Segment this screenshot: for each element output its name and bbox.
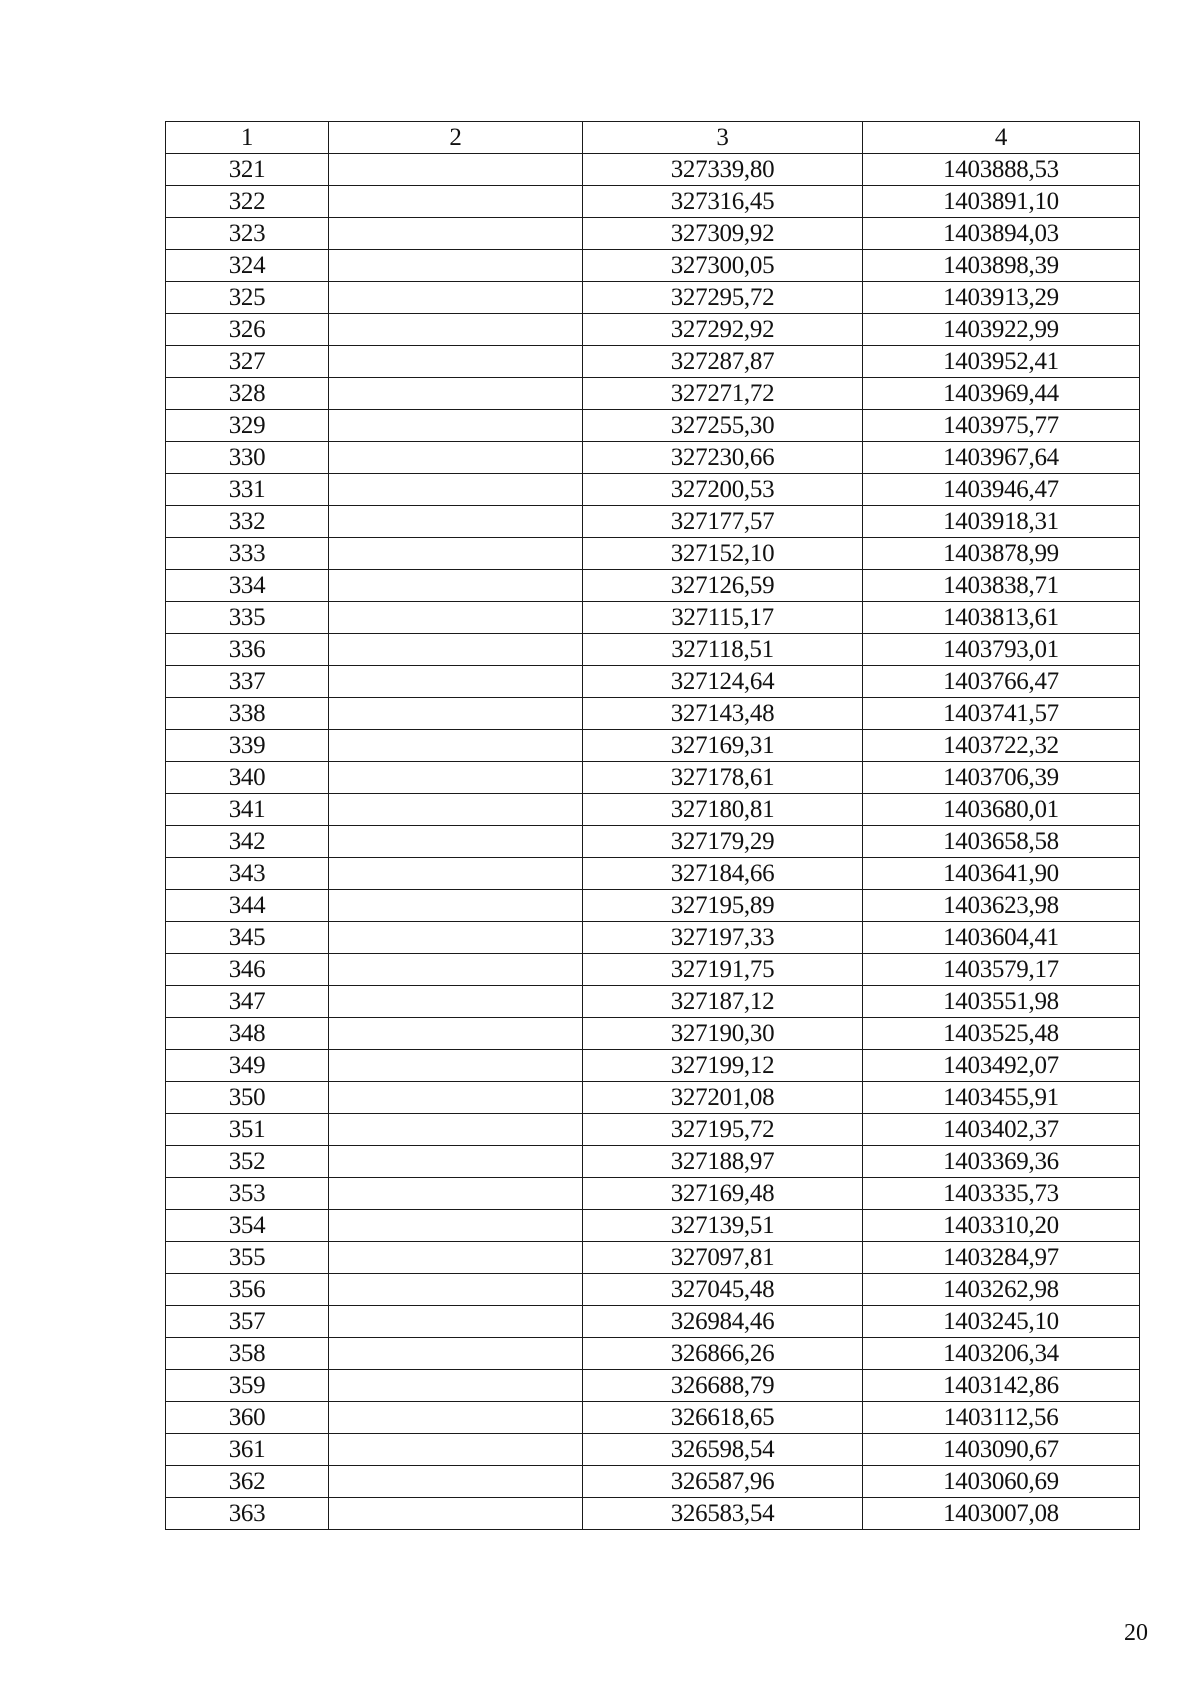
table-row [166, 570, 1140, 602]
y-coordinate-cell: 1403284,97 [863, 1242, 1140, 1274]
coordinates-table [165, 121, 1140, 1530]
description-cell [329, 154, 583, 186]
column-header-2: 2 [329, 122, 583, 154]
point-number-cell: 363 [166, 1498, 329, 1530]
table-row [166, 826, 1140, 858]
description-cell [329, 730, 583, 762]
table-header-row [166, 122, 1140, 154]
x-coordinate-cell: 327143,48 [583, 698, 863, 730]
point-number-cell: 324 [166, 250, 329, 282]
y-coordinate-cell: 1403969,44 [863, 378, 1140, 410]
x-coordinate-cell: 327316,45 [583, 186, 863, 218]
y-coordinate-cell: 1403722,32 [863, 730, 1140, 762]
point-number-cell: 331 [166, 474, 329, 506]
description-cell [329, 666, 583, 698]
description-cell [329, 922, 583, 954]
description-cell [329, 986, 583, 1018]
point-number-cell: 325 [166, 282, 329, 314]
table-row [166, 410, 1140, 442]
table-row [166, 986, 1140, 1018]
description-cell [329, 602, 583, 634]
point-number-cell: 344 [166, 890, 329, 922]
x-coordinate-cell: 327180,81 [583, 794, 863, 826]
point-number-cell: 347 [166, 986, 329, 1018]
x-coordinate-cell: 326587,96 [583, 1466, 863, 1498]
point-number-cell: 360 [166, 1402, 329, 1434]
point-number-cell: 356 [166, 1274, 329, 1306]
point-number-cell: 362 [166, 1466, 329, 1498]
table-row [166, 1178, 1140, 1210]
page-number: 20 [1124, 1620, 1148, 1646]
y-coordinate-cell: 1403766,47 [863, 666, 1140, 698]
point-number-cell: 361 [166, 1434, 329, 1466]
table-row [166, 698, 1140, 730]
point-number-cell: 358 [166, 1338, 329, 1370]
x-coordinate-cell: 327045,48 [583, 1274, 863, 1306]
table-row [166, 506, 1140, 538]
x-coordinate-cell: 327152,10 [583, 538, 863, 570]
point-number-cell: 338 [166, 698, 329, 730]
description-cell [329, 826, 583, 858]
x-coordinate-cell: 327187,12 [583, 986, 863, 1018]
y-coordinate-cell: 1403455,91 [863, 1082, 1140, 1114]
table-row [166, 154, 1140, 186]
description-cell [329, 378, 583, 410]
x-coordinate-cell: 327287,87 [583, 346, 863, 378]
description-cell [329, 1274, 583, 1306]
y-coordinate-cell: 1403975,77 [863, 410, 1140, 442]
table-row [166, 602, 1140, 634]
x-coordinate-cell: 327271,72 [583, 378, 863, 410]
description-cell [329, 538, 583, 570]
x-coordinate-cell: 327097,81 [583, 1242, 863, 1274]
table-row [166, 1338, 1140, 1370]
y-coordinate-cell: 1403918,31 [863, 506, 1140, 538]
point-number-cell: 337 [166, 666, 329, 698]
x-coordinate-cell: 327191,75 [583, 954, 863, 986]
description-cell [329, 1370, 583, 1402]
description-cell [329, 634, 583, 666]
table-row [166, 762, 1140, 794]
x-coordinate-cell: 327115,17 [583, 602, 863, 634]
x-coordinate-cell: 327201,08 [583, 1082, 863, 1114]
y-coordinate-cell: 1403913,29 [863, 282, 1140, 314]
point-number-cell: 332 [166, 506, 329, 538]
y-coordinate-cell: 1403706,39 [863, 762, 1140, 794]
description-cell [329, 1402, 583, 1434]
y-coordinate-cell: 1403952,41 [863, 346, 1140, 378]
y-coordinate-cell: 1403206,34 [863, 1338, 1140, 1370]
point-number-cell: 357 [166, 1306, 329, 1338]
point-number-cell: 345 [166, 922, 329, 954]
table-row [166, 1210, 1140, 1242]
x-coordinate-cell: 327118,51 [583, 634, 863, 666]
x-coordinate-cell: 327195,89 [583, 890, 863, 922]
table-body [166, 154, 1140, 1530]
y-coordinate-cell: 1403894,03 [863, 218, 1140, 250]
table-row [166, 858, 1140, 890]
point-number-cell: 330 [166, 442, 329, 474]
table-row [166, 1434, 1140, 1466]
description-cell [329, 442, 583, 474]
y-coordinate-cell: 1403680,01 [863, 794, 1140, 826]
x-coordinate-cell: 327197,33 [583, 922, 863, 954]
description-cell [329, 1082, 583, 1114]
x-coordinate-cell: 327179,29 [583, 826, 863, 858]
table-row [166, 1370, 1140, 1402]
x-coordinate-cell: 326583,54 [583, 1498, 863, 1530]
description-cell [329, 1434, 583, 1466]
table-row [166, 922, 1140, 954]
x-coordinate-cell: 327339,80 [583, 154, 863, 186]
x-coordinate-cell: 326598,54 [583, 1434, 863, 1466]
table-row [166, 282, 1140, 314]
y-coordinate-cell: 1403335,73 [863, 1178, 1140, 1210]
y-coordinate-cell: 1403492,07 [863, 1050, 1140, 1082]
description-cell [329, 762, 583, 794]
description-cell [329, 698, 583, 730]
x-coordinate-cell: 326984,46 [583, 1306, 863, 1338]
x-coordinate-cell: 327255,30 [583, 410, 863, 442]
description-cell [329, 1018, 583, 1050]
table-row [166, 1018, 1140, 1050]
x-coordinate-cell: 327184,66 [583, 858, 863, 890]
point-number-cell: 328 [166, 378, 329, 410]
point-number-cell: 326 [166, 314, 329, 346]
description-cell [329, 474, 583, 506]
column-header-1: 1 [166, 122, 329, 154]
point-number-cell: 346 [166, 954, 329, 986]
y-coordinate-cell: 1403793,01 [863, 634, 1140, 666]
y-coordinate-cell: 1403922,99 [863, 314, 1140, 346]
point-number-cell: 329 [166, 410, 329, 442]
description-cell [329, 282, 583, 314]
description-cell [329, 794, 583, 826]
y-coordinate-cell: 1403838,71 [863, 570, 1140, 602]
point-number-cell: 355 [166, 1242, 329, 1274]
y-coordinate-cell: 1403369,36 [863, 1146, 1140, 1178]
x-coordinate-cell: 327195,72 [583, 1114, 863, 1146]
description-cell [329, 314, 583, 346]
x-coordinate-cell: 327169,48 [583, 1178, 863, 1210]
x-coordinate-cell: 327292,92 [583, 314, 863, 346]
point-number-cell: 334 [166, 570, 329, 602]
description-cell [329, 410, 583, 442]
table-row [166, 1466, 1140, 1498]
x-coordinate-cell: 326866,26 [583, 1338, 863, 1370]
point-number-cell: 351 [166, 1114, 329, 1146]
column-header-4: 4 [863, 122, 1140, 154]
table-row [166, 954, 1140, 986]
table-row [166, 1146, 1140, 1178]
description-cell [329, 1498, 583, 1530]
description-cell [329, 890, 583, 922]
description-cell [329, 954, 583, 986]
table-row [166, 1114, 1140, 1146]
x-coordinate-cell: 327177,57 [583, 506, 863, 538]
column-header-3: 3 [583, 122, 863, 154]
table-row [166, 666, 1140, 698]
description-cell [329, 1050, 583, 1082]
y-coordinate-cell: 1403060,69 [863, 1466, 1140, 1498]
y-coordinate-cell: 1403604,41 [863, 922, 1140, 954]
x-coordinate-cell: 326688,79 [583, 1370, 863, 1402]
y-coordinate-cell: 1403946,47 [863, 474, 1140, 506]
table-row [166, 314, 1140, 346]
table-row [166, 1050, 1140, 1082]
point-number-cell: 352 [166, 1146, 329, 1178]
table-row [166, 186, 1140, 218]
table-row [166, 442, 1140, 474]
x-coordinate-cell: 327199,12 [583, 1050, 863, 1082]
point-number-cell: 336 [166, 634, 329, 666]
point-number-cell: 350 [166, 1082, 329, 1114]
x-coordinate-cell: 327139,51 [583, 1210, 863, 1242]
x-coordinate-cell: 327230,66 [583, 442, 863, 474]
y-coordinate-cell: 1403641,90 [863, 858, 1140, 890]
y-coordinate-cell: 1403112,56 [863, 1402, 1140, 1434]
y-coordinate-cell: 1403967,64 [863, 442, 1140, 474]
point-number-cell: 343 [166, 858, 329, 890]
point-number-cell: 354 [166, 1210, 329, 1242]
description-cell [329, 250, 583, 282]
point-number-cell: 333 [166, 538, 329, 570]
x-coordinate-cell: 327309,92 [583, 218, 863, 250]
point-number-cell: 339 [166, 730, 329, 762]
y-coordinate-cell: 1403891,10 [863, 186, 1140, 218]
point-number-cell: 359 [166, 1370, 329, 1402]
y-coordinate-cell: 1403245,10 [863, 1306, 1140, 1338]
table-row [166, 538, 1140, 570]
point-number-cell: 323 [166, 218, 329, 250]
table-row [166, 1242, 1140, 1274]
table-row [166, 730, 1140, 762]
y-coordinate-cell: 1403090,67 [863, 1434, 1140, 1466]
y-coordinate-cell: 1403142,86 [863, 1370, 1140, 1402]
x-coordinate-cell: 327178,61 [583, 762, 863, 794]
point-number-cell: 327 [166, 346, 329, 378]
y-coordinate-cell: 1403579,17 [863, 954, 1140, 986]
description-cell [329, 1306, 583, 1338]
y-coordinate-cell: 1403262,98 [863, 1274, 1140, 1306]
point-number-cell: 341 [166, 794, 329, 826]
point-number-cell: 321 [166, 154, 329, 186]
description-cell [329, 1242, 583, 1274]
description-cell [329, 1210, 583, 1242]
point-number-cell: 349 [166, 1050, 329, 1082]
description-cell [329, 570, 583, 602]
table-row [166, 794, 1140, 826]
point-number-cell: 348 [166, 1018, 329, 1050]
y-coordinate-cell: 1403623,98 [863, 890, 1140, 922]
x-coordinate-cell: 327126,59 [583, 570, 863, 602]
point-number-cell: 335 [166, 602, 329, 634]
y-coordinate-cell: 1403658,58 [863, 826, 1140, 858]
description-cell [329, 506, 583, 538]
x-coordinate-cell: 326618,65 [583, 1402, 863, 1434]
y-coordinate-cell: 1403551,98 [863, 986, 1140, 1018]
table-row [166, 1498, 1140, 1530]
point-number-cell: 342 [166, 826, 329, 858]
x-coordinate-cell: 327200,53 [583, 474, 863, 506]
y-coordinate-cell: 1403888,53 [863, 154, 1140, 186]
x-coordinate-cell: 327188,97 [583, 1146, 863, 1178]
description-cell [329, 1178, 583, 1210]
x-coordinate-cell: 327124,64 [583, 666, 863, 698]
x-coordinate-cell: 327169,31 [583, 730, 863, 762]
table-row [166, 474, 1140, 506]
description-cell [329, 218, 583, 250]
description-cell [329, 1466, 583, 1498]
y-coordinate-cell: 1403741,57 [863, 698, 1140, 730]
description-cell [329, 346, 583, 378]
y-coordinate-cell: 1403878,99 [863, 538, 1140, 570]
point-number-cell: 322 [166, 186, 329, 218]
y-coordinate-cell: 1403813,61 [863, 602, 1140, 634]
table-row [166, 250, 1140, 282]
table-row [166, 1274, 1140, 1306]
table-row [166, 1082, 1140, 1114]
description-cell [329, 1338, 583, 1370]
x-coordinate-cell: 327295,72 [583, 282, 863, 314]
y-coordinate-cell: 1403525,48 [863, 1018, 1140, 1050]
description-cell [329, 858, 583, 890]
description-cell [329, 186, 583, 218]
point-number-cell: 340 [166, 762, 329, 794]
description-cell [329, 1146, 583, 1178]
y-coordinate-cell: 1403898,39 [863, 250, 1140, 282]
y-coordinate-cell: 1403402,37 [863, 1114, 1140, 1146]
x-coordinate-cell: 327300,05 [583, 250, 863, 282]
table-row [166, 218, 1140, 250]
table-row [166, 890, 1140, 922]
table-row [166, 378, 1140, 410]
y-coordinate-cell: 1403310,20 [863, 1210, 1140, 1242]
table-row [166, 1306, 1140, 1338]
x-coordinate-cell: 327190,30 [583, 1018, 863, 1050]
point-number-cell: 353 [166, 1178, 329, 1210]
description-cell [329, 1114, 583, 1146]
table-row [166, 346, 1140, 378]
y-coordinate-cell: 1403007,08 [863, 1498, 1140, 1530]
table-row [166, 634, 1140, 666]
table-row [166, 1402, 1140, 1434]
